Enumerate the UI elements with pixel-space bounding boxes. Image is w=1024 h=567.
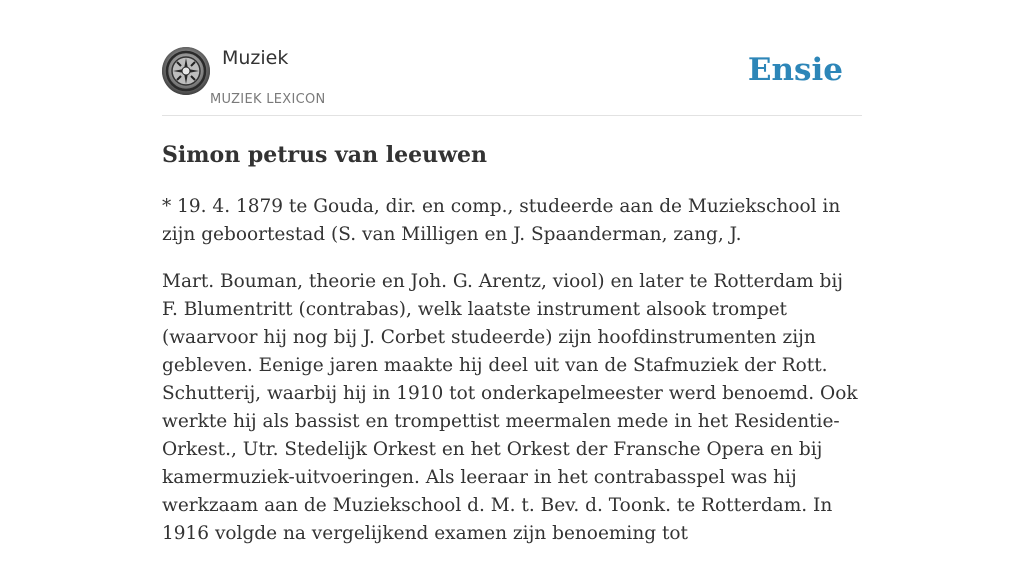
ensie-brand-logo[interactable]: Ensie [747,52,843,88]
article-paragraph-1: * 19. 4. 1879 te Gouda, dir. en comp., studeerde aan de Muziekschool in zijn geboortestad (S. van Milligen en J. Spaanderman, zang, J. [162,196,841,245]
muziek-lexicon-logo-icon[interactable] [162,47,210,95]
article-body [162,193,862,567]
source-subtitle: MUZIEK LEXICON [210,92,326,107]
source-name-link[interactable]: Muziek [222,47,289,69]
header [162,44,862,116]
article-title: Simon petrus van leeuwen [162,142,487,168]
article-paragraph-2: Mart. Bouman, theorie en Joh. G. Arentz, viool) en later te Rotterdam bij F. Blumentritt (contrabas), welk laatste instrument alsook trompet (waarvoor hij nog bij J. Corbet studeerde) zijn hoofdinstrumenten zijn gebleven. Eenige jaren maakte hij deel uit van de Stafmuziek der Rott. Schutterij, waarbij hij in 1910 tot onderkapelmeester werd benoemd. Ook werkte hij als bassist en trompettist meermalen mede in het Residentie-Orkest., Utr. Stedelijk Orkest en het Orkest der Fransche Opera en bij kamermuziek-uitvoeringen. Als leeraar in het contrabasspel was hij werkzaam aan de Muziekschool d. M. t. Bev. d. Toonk. te Rotterdam. In 1916 volgde na vergelijkend examen zijn benoeming tot [162,271,858,544]
